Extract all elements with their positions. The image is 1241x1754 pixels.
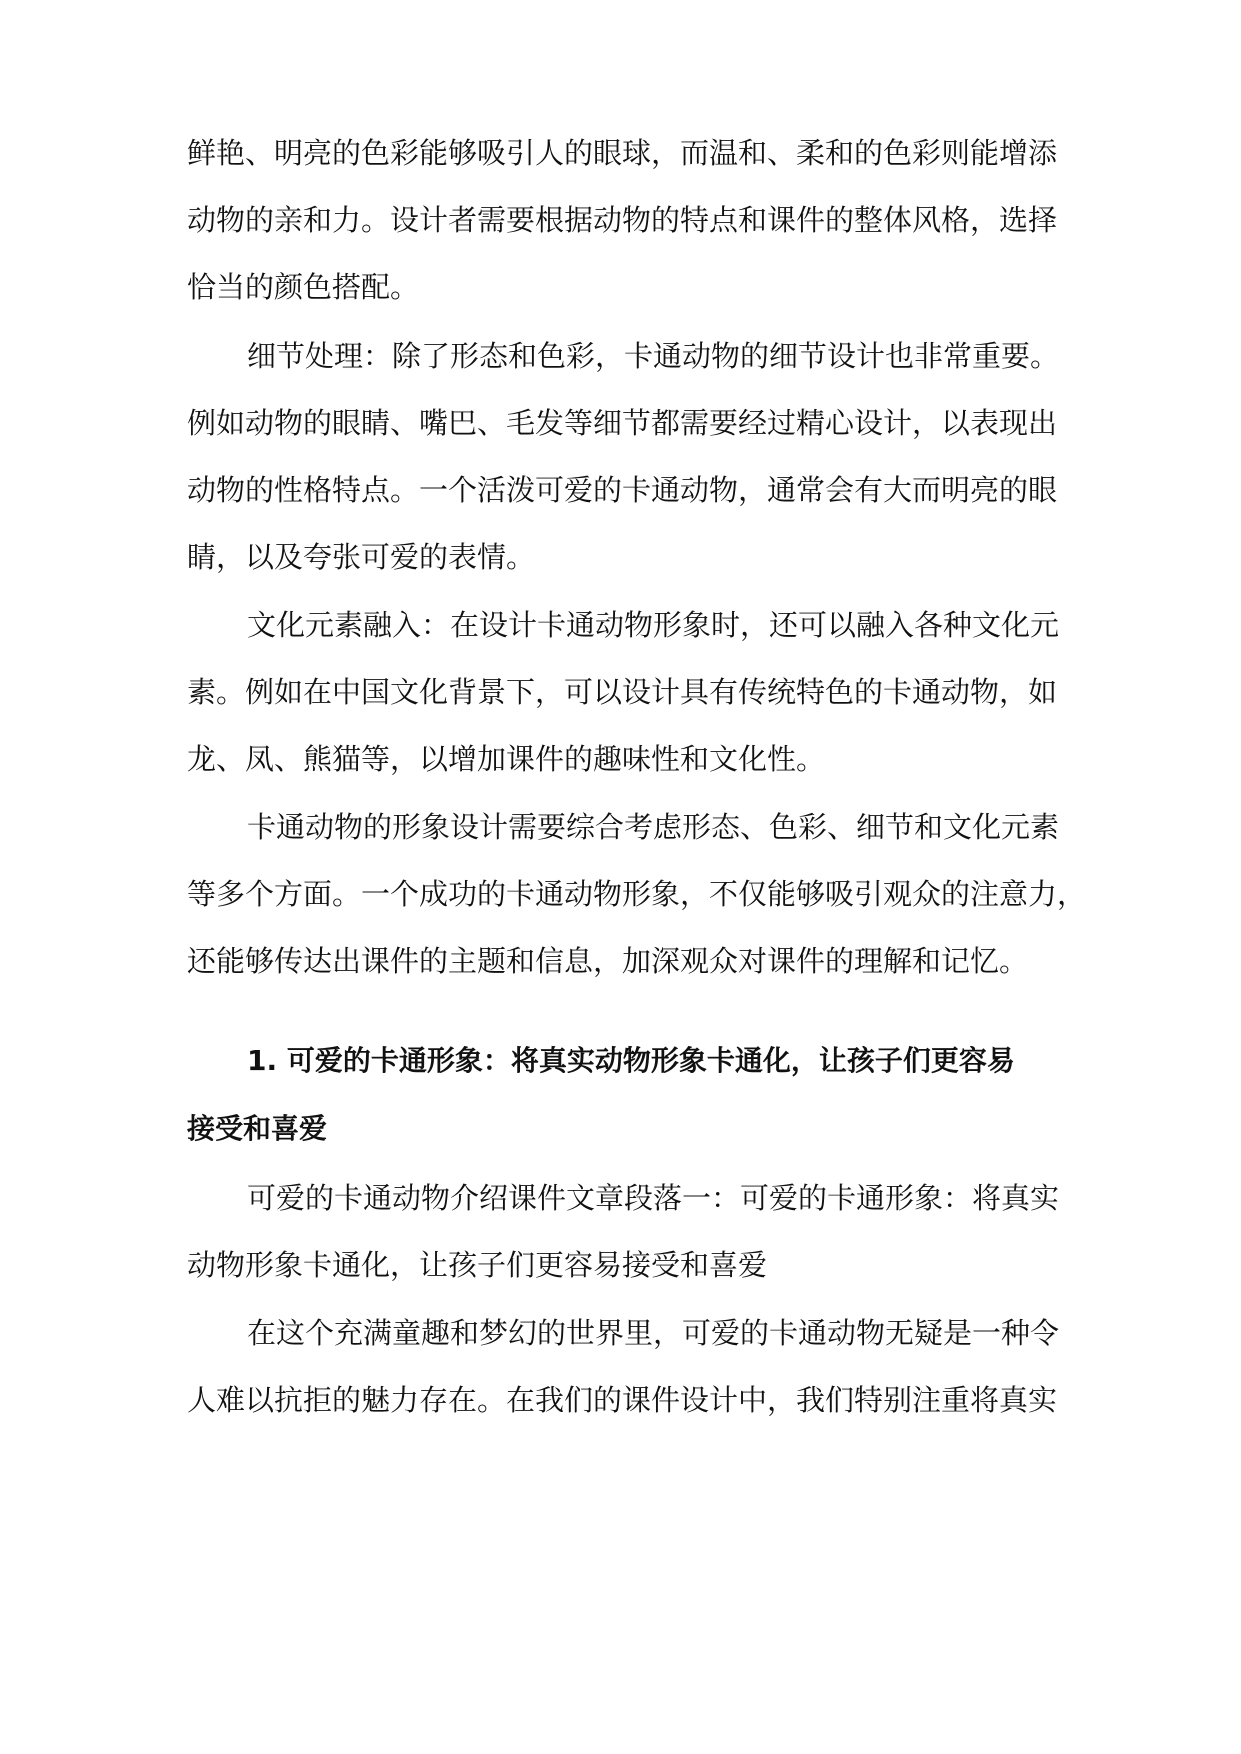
section-heading: 1. 可爱的卡通形象：将真实动物形象卡通化，让孩子们更容易: [247, 1044, 1015, 1077]
paragraph-line: 动物形象卡通化，让孩子们更容易接受和喜爱: [187, 1248, 768, 1282]
paragraph-line: 等多个方面。一个成功的卡通动物形象，不仅能够吸引观众的注意力，: [187, 877, 1087, 911]
paragraph-line: 素。例如在中国文化背景下，可以设计具有传统特色的卡通动物，如: [187, 675, 1058, 709]
paragraph-line: 可爱的卡通动物介绍课件文章段落一：可爱的卡通形象：将真实: [247, 1181, 1060, 1215]
paragraph-line: 动物的亲和力。设计者需要根据动物的特点和课件的整体风格，选择: [187, 203, 1058, 237]
paragraph-line: 细节处理：除了形态和色彩，卡通动物的细节设计也非常重要。: [247, 339, 1060, 373]
paragraph-line: 例如动物的眼睛、嘴巴、毛发等细节都需要经过精心设计，以表现出: [187, 406, 1058, 440]
paragraph-line: 睛，以及夸张可爱的表情。: [187, 540, 536, 574]
section-heading: 接受和喜爱: [187, 1112, 328, 1145]
paragraph-line: 卡通动物的形象设计需要综合考虑形态、色彩、细节和文化元素: [247, 810, 1060, 844]
paragraph-line: 在这个充满童趣和梦幻的世界里，可爱的卡通动物无疑是一种令: [247, 1316, 1060, 1350]
paragraph-line: 鲜艳、明亮的色彩能够吸引人的眼球，而温和、柔和的色彩则能增添: [187, 136, 1058, 170]
paragraph-line: 恰当的颜色搭配。: [187, 270, 420, 304]
paragraph-line: 还能够传达出课件的主题和信息，加深观众对课件的理解和记忆。: [187, 944, 1029, 978]
paragraph-line: 人难以抗拒的魅力存在。在我们的课件设计中，我们特别注重将真实: [187, 1383, 1058, 1417]
paragraph-line: 文化元素融入：在设计卡通动物形象时，还可以融入各种文化元: [247, 608, 1060, 642]
paragraph-line: 龙、凤、熊猫等，以增加课件的趣味性和文化性。: [187, 742, 826, 776]
paragraph-line: 动物的性格特点。一个活泼可爱的卡通动物，通常会有大而明亮的眼: [187, 473, 1058, 507]
